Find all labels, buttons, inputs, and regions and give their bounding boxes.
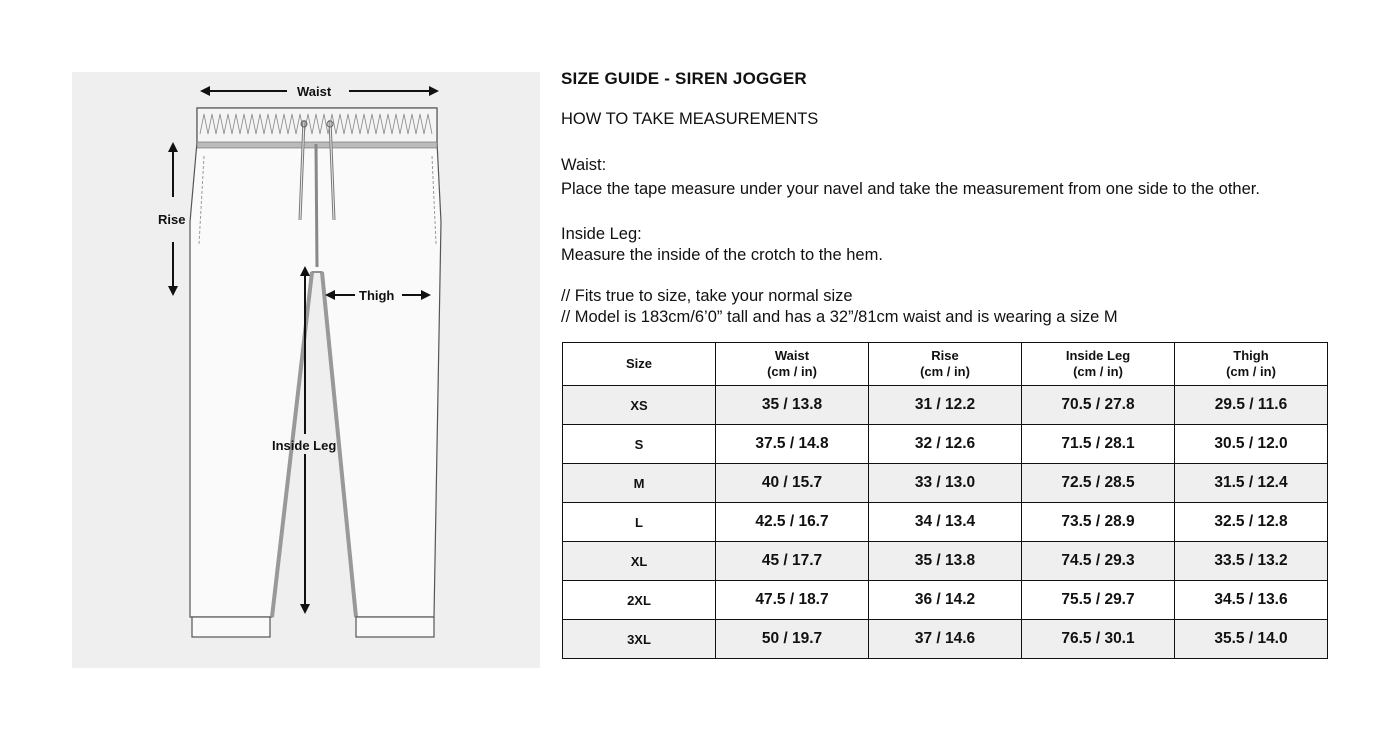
size-cell: 3XL: [563, 620, 716, 659]
header-size: Size: [563, 343, 716, 386]
waist-cell: 35 / 13.8: [716, 386, 869, 425]
inside-leg-cell: 71.5 / 28.1: [1022, 425, 1175, 464]
rise-cell: 36 / 14.2: [869, 581, 1022, 620]
thigh-cell: 30.5 / 12.0: [1175, 425, 1328, 464]
size-cell: 2XL: [563, 581, 716, 620]
header-waist: Waist (cm / in): [716, 343, 869, 386]
waistband: [197, 108, 437, 144]
waist-cell: 47.5 / 18.7: [716, 581, 869, 620]
jogger-illustration: [72, 72, 540, 668]
model-note: // Model is 183cm/6’0” tall and has a 32”/81cm waist and is wearing a size M: [561, 308, 1118, 326]
waist-cell: 42.5 / 16.7: [716, 503, 869, 542]
table-row: [563, 503, 1328, 542]
inside-leg-cell: 76.5 / 30.1: [1022, 620, 1175, 659]
inside-leg-cell: 74.5 / 29.3: [1022, 542, 1175, 581]
inside-leg-heading: Inside Leg:: [561, 225, 642, 243]
page-title: SIZE GUIDE - SIREN JOGGER: [561, 69, 807, 88]
size-table: [562, 342, 1328, 659]
thigh-cell: 34.5 / 13.6: [1175, 581, 1328, 620]
jogger-diagram: [72, 72, 540, 668]
measurements-heading: HOW TO TAKE MEASUREMENTS: [561, 110, 819, 128]
table-row: [563, 386, 1328, 425]
inside-leg-instructions: Measure the inside of the crotch to the hem.: [561, 246, 883, 264]
waist-instructions: Place the tape measure under your navel and take the measurement from one side to the other.: [561, 180, 1260, 198]
waist-heading: Waist:: [561, 156, 607, 174]
rise-cell: 32 / 12.6: [869, 425, 1022, 464]
thigh-cell: 29.5 / 11.6: [1175, 386, 1328, 425]
waist-cell: 40 / 15.7: [716, 464, 869, 503]
header-thigh: Thigh (cm / in): [1175, 343, 1328, 386]
rise-cell: 33 / 13.0: [869, 464, 1022, 503]
waist-label: Waist: [297, 84, 332, 99]
thigh-cell: 31.5 / 12.4: [1175, 464, 1328, 503]
inside-leg-cell: 70.5 / 27.8: [1022, 386, 1175, 425]
rise-cell: 34 / 13.4: [869, 503, 1022, 542]
table-row: [563, 464, 1328, 503]
inside-leg-label: Inside Leg: [272, 438, 337, 453]
thigh-cell: 33.5 / 13.2: [1175, 542, 1328, 581]
table-row: [563, 581, 1328, 620]
size-cell: M: [563, 464, 716, 503]
waist-cell: 50 / 19.7: [716, 620, 869, 659]
right-cuff: [356, 617, 434, 637]
inside-leg-cell: 72.5 / 28.5: [1022, 464, 1175, 503]
rise-cell: 37 / 14.6: [869, 620, 1022, 659]
thigh-label: Thigh: [359, 288, 395, 303]
left-cuff: [192, 617, 270, 637]
size-guide-text: [561, 68, 1341, 326]
rise-label: Rise: [158, 212, 186, 227]
table-row: [563, 542, 1328, 581]
header-rise: Rise (cm / in): [869, 343, 1022, 386]
size-cell: L: [563, 503, 716, 542]
waist-cell: 45 / 17.7: [716, 542, 869, 581]
thigh-cell: 35.5 / 14.0: [1175, 620, 1328, 659]
size-cell: XS: [563, 386, 716, 425]
table-header-row: [563, 343, 1328, 386]
rise-cell: 35 / 13.8: [869, 542, 1022, 581]
table-row: [563, 425, 1328, 464]
thigh-cell: 32.5 / 12.8: [1175, 503, 1328, 542]
waist-cell: 37.5 / 14.8: [716, 425, 869, 464]
header-inside-leg: Inside Leg (cm / in): [1022, 343, 1175, 386]
rise-cell: 31 / 12.2: [869, 386, 1022, 425]
inside-leg-cell: 75.5 / 29.7: [1022, 581, 1175, 620]
table-row: [563, 620, 1328, 659]
fit-note: // Fits true to size, take your normal size: [561, 287, 853, 305]
size-cell: S: [563, 425, 716, 464]
size-cell: XL: [563, 542, 716, 581]
inside-leg-cell: 73.5 / 28.9: [1022, 503, 1175, 542]
